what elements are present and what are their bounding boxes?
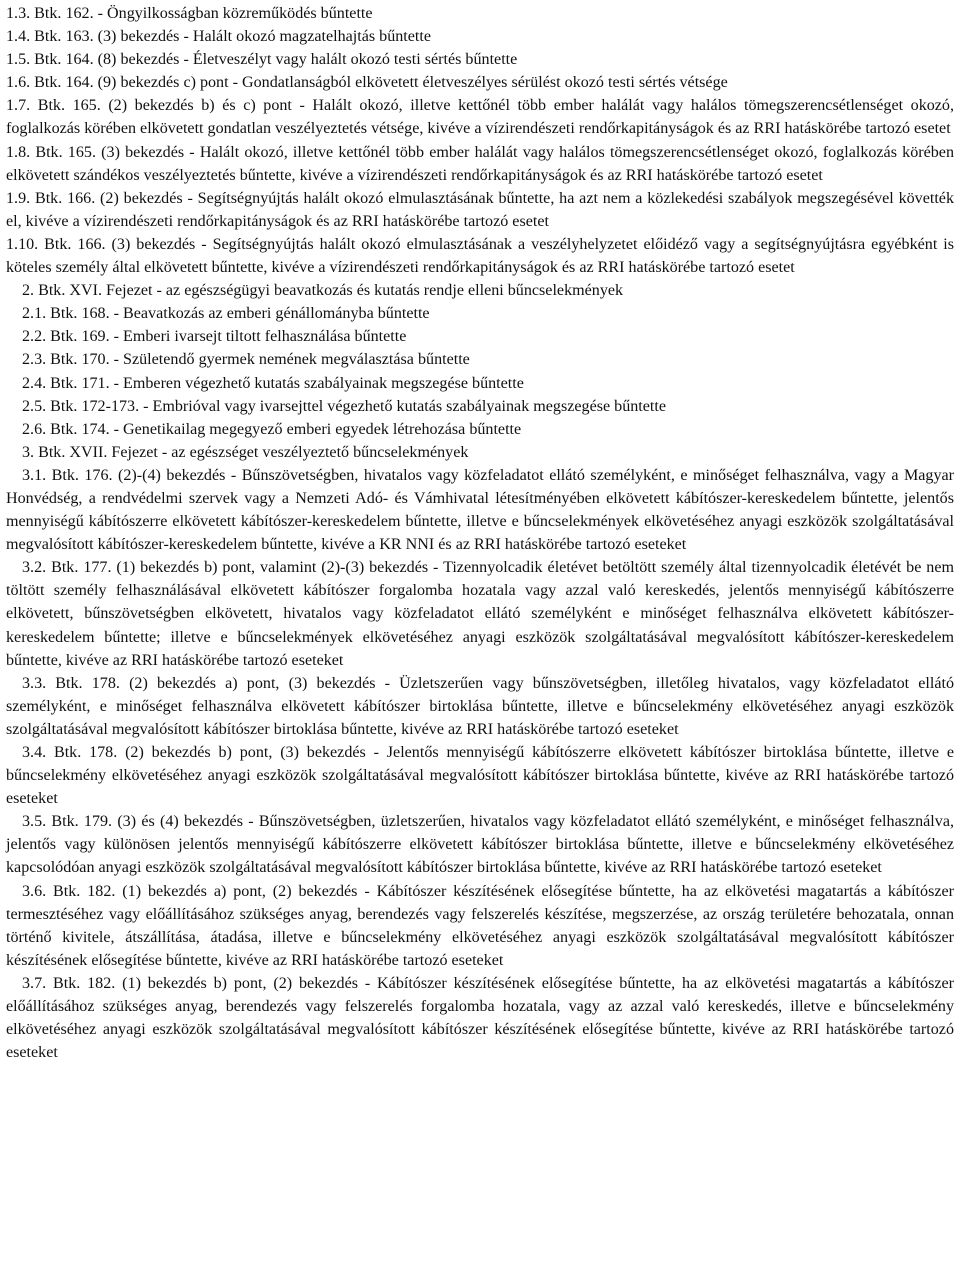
section-heading-2: 2. Btk. XVI. Fejezet - az egészségügyi beavatkozás és kutatás rendje elleni bűncselekmények [22, 282, 624, 300]
paragraph-3-4: 3.4. Btk. 178. (2) bekezdés b) pont, (3) bekezdés - Jelentős mennyiségű kábítószerre elkövetett kábítószer birtoklása bűntette, illetve e bűncselekmény elkövetéséhez anyagi eszközök szolgáltatásával megvalósított kábítószer birtoklása bűntette, kivéve az RRI hatáskörébe tartozó eseteket [6, 744, 954, 808]
paragraph-3-2: 3.2. Btk. 177. (1) bekezdés b) pont, valamint (2)-(3) bekezdés - Tizennyolcadik életévet betöltött személy által tizennyolcadik életévét be nem töltött személy felhasználásával elkövetett kábítószer forgalomba hozatala vagy azzal való kereskedés, jelentős mennyiségű kábítószerre elkövetett, bűnszövetségben elkövetett, hivatalos vagy közfeladatot ellátó személyként e minőséget felhasználva elkövetett kábítószer-kereskedelem bűntette; illetve e bűncselekmények elkövetéséhez anyagi eszközök szolgáltatásával megvalósított kábítószer-kereskedelem bűntette, kivéve az RRI hatáskörébe tartozó eseteket [6, 559, 954, 669]
paragraph-1-8: 1.8. Btk. 165. (3) bekezdés - Halált okozó, illetve kettőnél több ember halálát vagy halálos tömegszerencsétlenséget okozó, foglalkozás körében elkövetett szándékos veszélyeztetés bűntette, kivéve a vízirendészeti rendőrkapitányságok és az RRI hatáskörébe tartozó esetet [6, 143, 954, 184]
paragraph-3-7: 3.7. Btk. 182. (1) bekezdés b) pont, (2) bekezdés - Kábítószer készítésének elősegítése bűntette, ha az elkövetési magatartás a kábítószer előállításához szükséges anyag, berendezés vagy felszerelés forgalomba hozatala, vagy az azzal való kereskedés, illetve e bűncselekmény elkövetéséhez anyagi eszközök szolgáltatásával megvalósított kábítószer készítésének elősegítése bűntette, kivéve az RRI hatáskörébe tartozó eseteket [6, 974, 954, 1062]
paragraph-3-6: 3.6. Btk. 182. (1) bekezdés a) pont, (2) bekezdés - Kábítószer készítésének elősegítése bűntette, ha az elkövetési magatartás a kábítószer termesztéséhez vagy előállításához szükséges anyag, berendezés vagy felszerelés készítése, megszerzése, az ország területére behozatala, onnan történő kivitele, átszállítása, átadása, illetve e bűncselekmény elkövetéséhez anyagi eszközök szolgáltatásával megvalósított kábítószer készítésének elősegítése bűntette, kivéve az RRI hatáskörébe tartozó eseteket [6, 882, 954, 969]
paragraph-1-4: 1.4. Btk. 163. (3) bekezdés - Halált okozó magzatelhajtás bűntette [6, 28, 432, 46]
paragraph-1-5: 1.5. Btk. 164. (8) bekezdés - Életveszélyt vagy halált okozó testi sértés bűntette [6, 51, 518, 69]
paragraph-1-10: 1.10. Btk. 166. (3) bekezdés - Segítségnyújtás halált okozó elmulasztásának a veszélyhelyzetet előidéző vagy a segítségnyújtásra egyébként is köteles személy által elkövetett bűntette, kivéve a vízirendészeti rendőrkapitányságok és az RRI hatáskörébe tartozó esetet [6, 235, 954, 277]
paragraph-3-3: 3.3. Btk. 178. (2) bekezdés a) pont, (3) bekezdés - Üzletszerűen vagy bűnszövetségben, illetőleg hivatalos, vagy közfeladatot ellátó személyként, e minőséget felhasználva elkövetett kábítószer birtoklása bűntette, illetve e bűncselekmény elkövetéséhez anyagi eszközök szolgáltatásával megvalósított kábítószer birtoklása bűntette, kivéve az RRI hatáskörébe tartozó eseteket [6, 674, 954, 738]
paragraph-1-9: 1.9. Btk. 166. (2) bekezdés - Segítségnyújtás halált okozó elmulasztásának bűntette, ha azt nem a közlekedési szabályok megszegésével követték el, kivéve a vízirendészeti rendőrkapitányságok és az RRI hatáskörébe tartozó esetet [6, 189, 954, 230]
paragraph-1-3: 1.3. Btk. 162. - Öngyilkosságban közreműködés bűntette [6, 5, 373, 22]
paragraph-1-6: 1.6. Btk. 164. (9) bekezdés c) pont - Gondatlanságból elkövetett életveszélyes sérülést okozó testi sértés vétsége [6, 74, 728, 92]
section-heading-3: 3. Btk. XVII. Fejezet - az egészséget veszélyeztető bűncselekmények [22, 443, 469, 461]
paragraph-2-3: 2.3. Btk. 170. - Születendő gyermek nemének megválasztása bűntette [22, 351, 470, 369]
paragraph-3-1: 3.1. Btk. 176. (2)-(4) bekezdés - Bűnszövetségben, hivatalos vagy közfeladatot ellátó személyként, e minőséget felhasználva, vagy a Magyar Honvédség, a rendvédelmi szervek vagy a Nemzeti Adó- és Vámhivatal létesítményében elkövetett kábítószer-kereskedelem bűntette, jelentős mennyiségű kábítószerre elkövetett kábítószer-kereskedelem bűntette, illetve e bűncselekmények elkövetéséhez anyagi eszközök szolgáltatásával megvalósított kábítószer-kereskedelem bűntette, kivéve a KR NNI és az RRI hatáskörébe tartozó eseteket [6, 466, 954, 554]
paragraph-2-5: 2.5. Btk. 172-173. - Embrióval vagy ivarsejttel végezhető kutatás szabályainak megszegése bűntette [22, 397, 666, 415]
paragraph-2-6: 2.6. Btk. 174. - Genetikailag megegyező emberi egyedek létrehozása bűntette [22, 420, 522, 438]
paragraph-2-2: 2.2. Btk. 169. - Emberi ivarsejt tiltott felhasználása bűntette [22, 328, 407, 346]
paragraph-1-7: 1.7. Btk. 165. (2) bekezdés b) és c) pont - Halált okozó, illetve kettőnél több ember halálát vagy halálos tömegszerencsétlenséget okozó, foglalkozás körében elkövetett gondatlan veszélyeztetés vétsége, kivéve a vízirendészeti rendőrkapitányságok és az RRI hatáskörébe tartozó esetet [6, 97, 954, 138]
paragraph-2-1: 2.1. Btk. 168. - Beavatkozás az emberi génállományba bűntette [22, 305, 430, 323]
paragraph-2-4: 2.4. Btk. 171. - Emberen végezhető kutatás szabályainak megszegése bűntette [22, 374, 524, 392]
paragraph-3-5: 3.5. Btk. 179. (3) és (4) bekezdés - Bűnszövetségben, üzletszerűen, hivatalos vagy közfeladatot ellátó személyként, e minőséget felhasználva, jelentős vagy különösen jelentős mennyiségű kábítószerre elkövetett kábítószer birtoklása bűntette, illetve e bűncselekmény elkövetéséhez kapcsolódóan anyagi eszközök szolgáltatásával megvalósított kábítószer birtoklása bűntette, kivéve az RRI hatáskörébe tartozó eseteket [6, 813, 954, 877]
